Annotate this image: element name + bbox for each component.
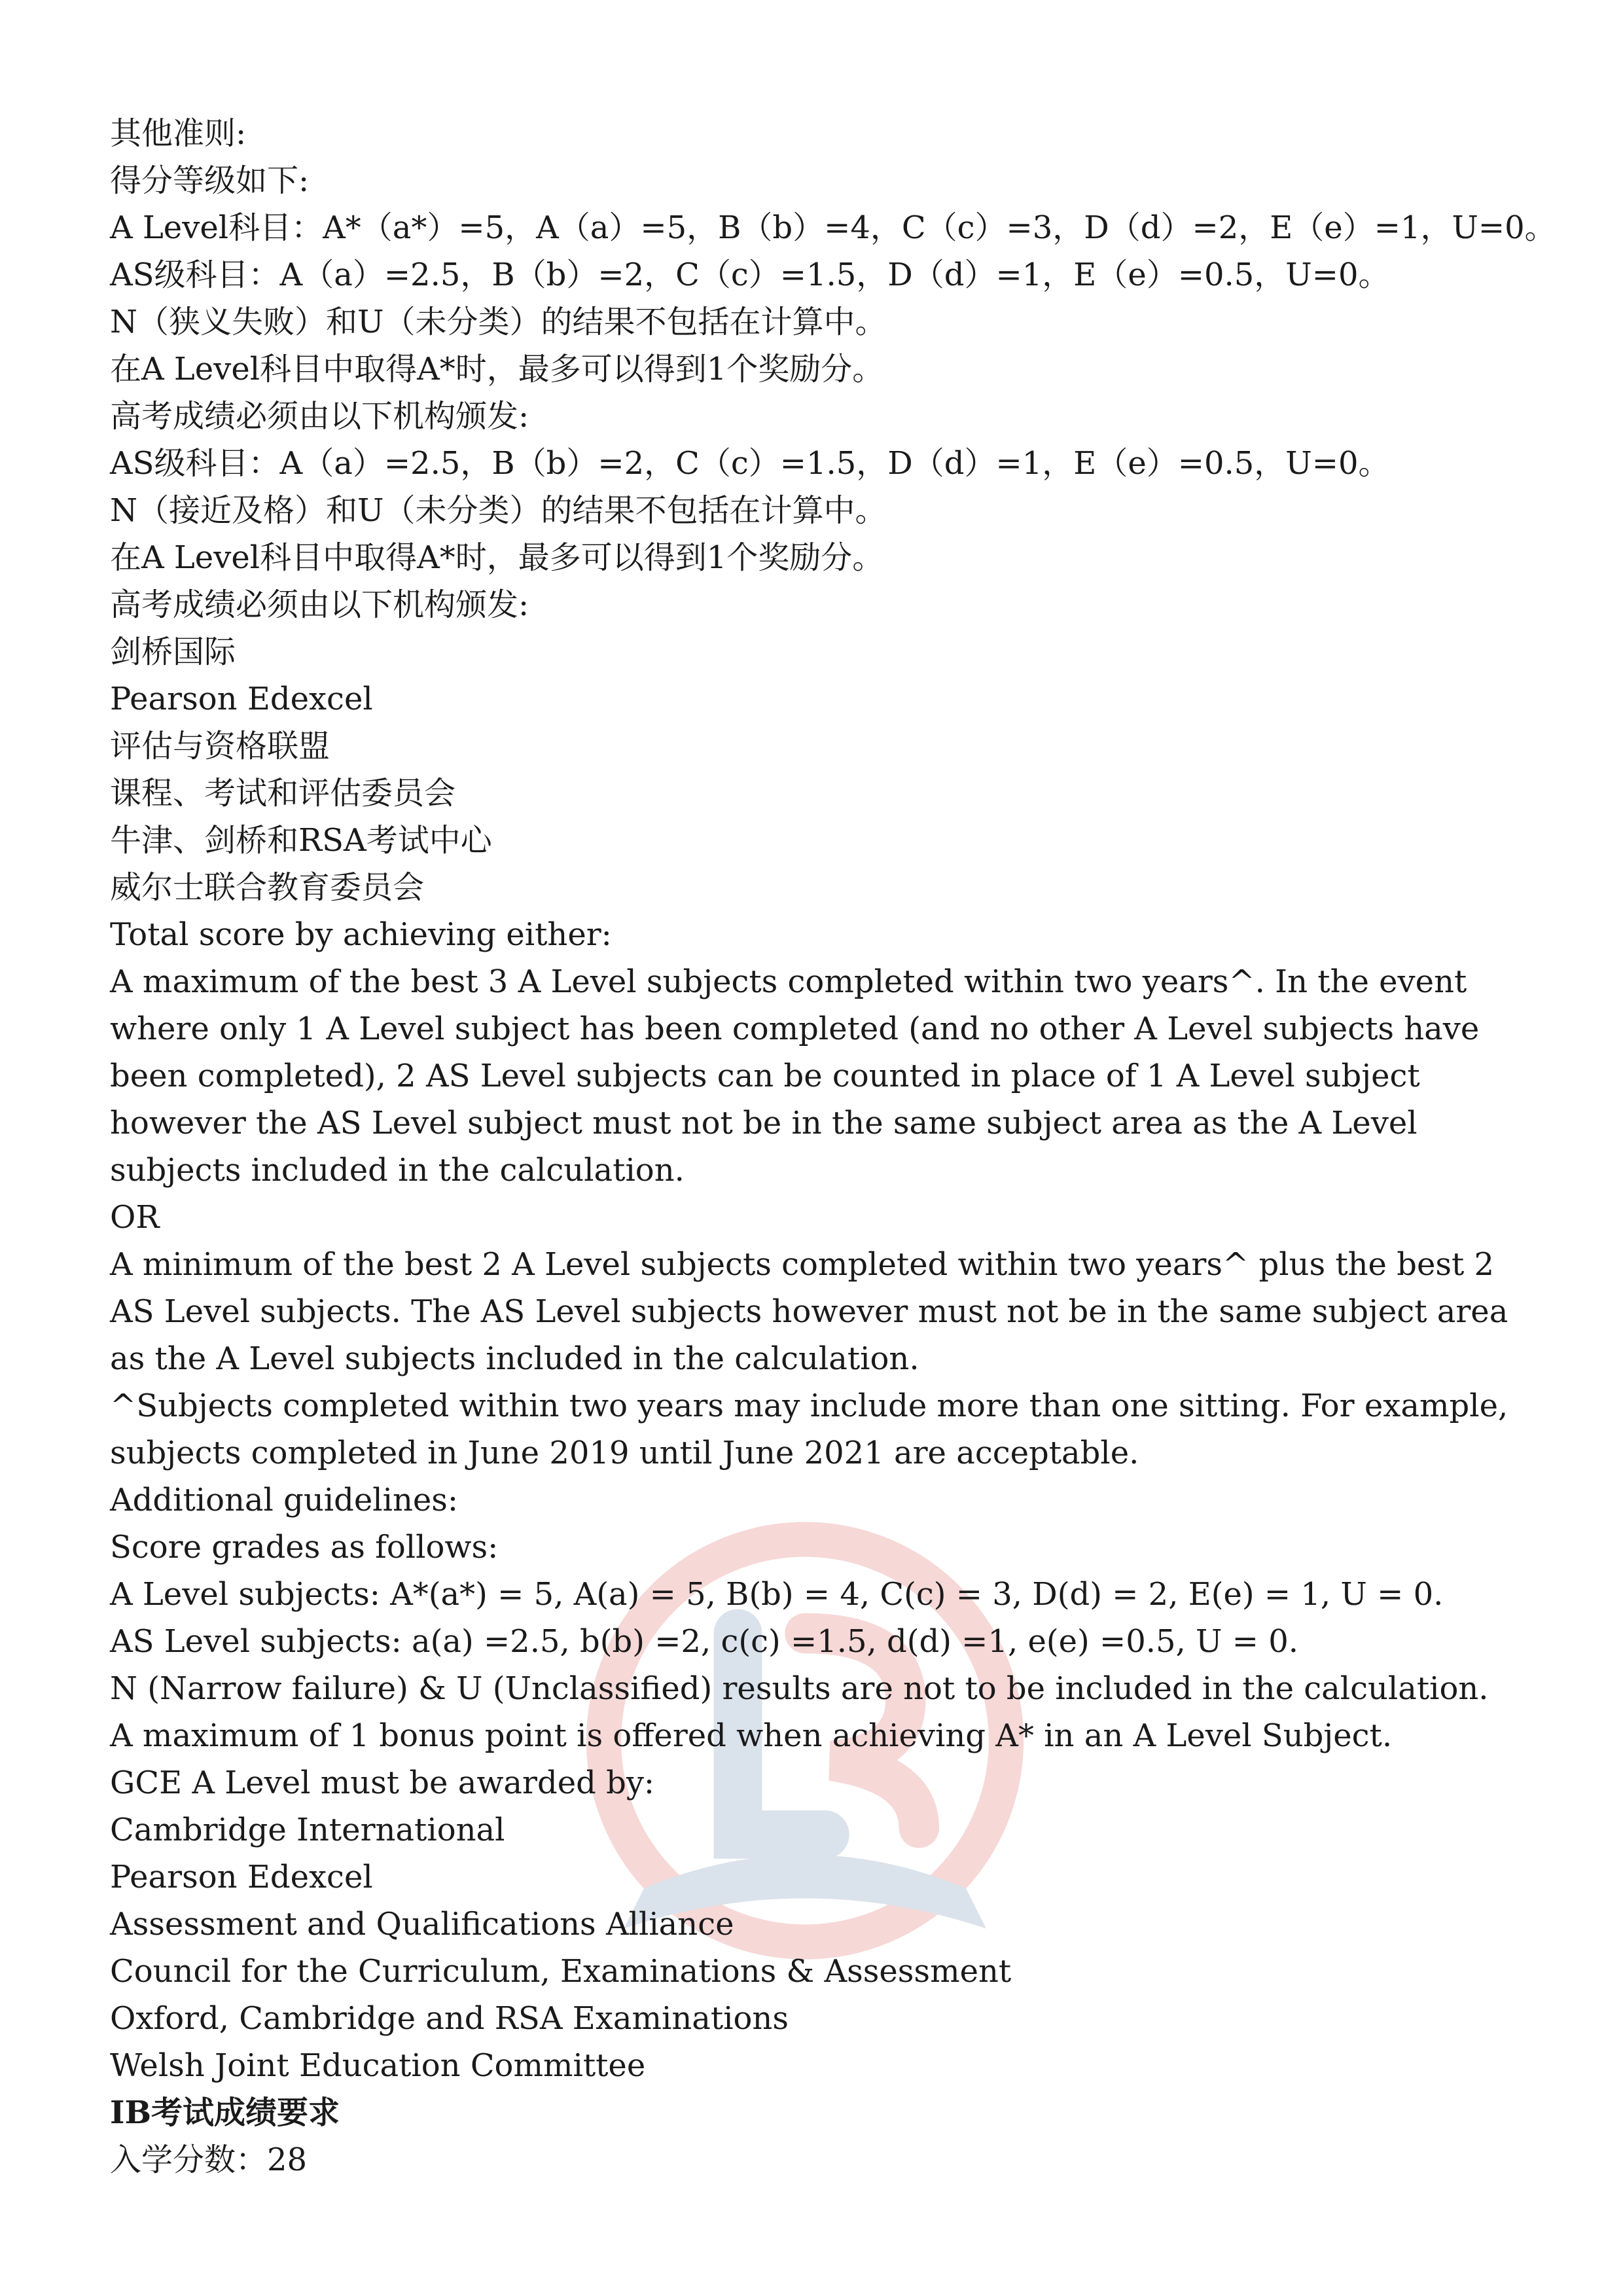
text-line: 在A Level科目中取得A*时，最多可以得到1个奖励分。 (110, 351, 884, 387)
text-line: Cambridge International (110, 1812, 505, 1848)
text-line: Pearson Edexcel (110, 1859, 373, 1895)
text-line: Additional guidelines: (110, 1482, 459, 1518)
text-line: Pearson Edexcel (110, 681, 373, 717)
text-line: AS Level subjects: a(a) =2.5, b(b) =2, c(c) =1.5, d(d) =1, e(e) =0.5, U = 0. (110, 1623, 1299, 1660)
text-line: N（狭义失败）和U（未分类）的结果不包括在计算中。 (110, 304, 887, 340)
text-line: 牛津、剑桥和RSA考试中心 (110, 822, 492, 859)
text-line: 威尔士联合教育委员会 (110, 869, 425, 906)
text-line: A maximum of 1 bonus point is offered when achieving A* in an A Level Subject. (110, 1717, 1393, 1754)
paragraph-option-two: A minimum of the best 2 A Level subjects completed within two years^ plus the best 2 AS Level subjects. The AS Level subjects however must not be in the same subject area as the A Level subjects included in the calculation. (110, 1246, 1508, 1377)
text-line: 课程、考试和评估委员会 (110, 775, 456, 812)
paragraph-footnote: ^Subjects completed within two years may include more than one sitting. For example, subjects completed in June 2019 until June 2021 are acceptable. (110, 1388, 1508, 1471)
text-line: AS级科目：A（a）=2.5，B（b）=2，C（c）=1.5，D（d）=1，E（e）=0.5，U=0。 (110, 445, 1390, 482)
text-line: Council for the Curriculum, Examinations & Assessment (110, 1953, 1012, 1990)
text-line: 高考成绩必须由以下机构颁发: (110, 398, 529, 435)
or-separator: OR (110, 1199, 160, 1236)
text-line: GCE A Level must be awarded by: (110, 1765, 655, 1801)
text-line: Total score by achieving either: (110, 916, 612, 953)
text-line: Oxford, Cambridge and RSA Examinations (110, 2000, 789, 2037)
document-body (110, 110, 1556, 2183)
text-line: N (Narrow failure) & U (Unclassified) results are not to be included in the calculation. (110, 1670, 1489, 1707)
text-line: Assessment and Qualifications Alliance (110, 1906, 734, 1943)
text-line: 其他准则: (110, 115, 247, 152)
paragraph-option-one: A maximum of the best 3 A Level subjects completed within two years^. In the event where only 1 A Level subject has been completed (and no other A Level subjects have been completed), 2 AS Level subjects can be counted in place of 1 A Level subject however the AS Level subject must not be in the same subject area as the A Level subjects included in the calculation. (110, 963, 1480, 1189)
ib-requirements-heading: IB考试成绩要求 (110, 2094, 340, 2131)
text-line: 得分等级如下: (110, 162, 310, 199)
text-line: N（接近及格）和U（未分类）的结果不包括在计算中。 (110, 492, 887, 529)
text-line: A Level科目：A*（a*）=5，A（a）=5，B（b）=4，C（c）=3，D（d）=2，E（e）=1，U=0。 (110, 209, 1556, 246)
text-line: Score grades as follows: (110, 1529, 499, 1566)
text-line: AS级科目：A（a）=2.5，B（b）=2，C（c）=1.5，D（d）=1，E（e）=0.5，U=0。 (110, 257, 1390, 293)
text-line: Welsh Joint Education Committee (110, 2047, 646, 2084)
text-line: 在A Level科目中取得A*时，最多可以得到1个奖励分。 (110, 539, 884, 576)
text-line: A Level subjects: A*(a*) = 5, A(a) = 5, B(b) = 4, C(c) = 3, D(d) = 2, E(e) = 1, U = 0. (110, 1576, 1444, 1613)
text-line: 评估与资格联盟 (110, 728, 330, 764)
text-line: 高考成绩必须由以下机构颁发: (110, 586, 529, 623)
ib-admission-score: 入学分数：28 (110, 2142, 308, 2178)
text-line: 剑桥国际 (110, 634, 236, 670)
